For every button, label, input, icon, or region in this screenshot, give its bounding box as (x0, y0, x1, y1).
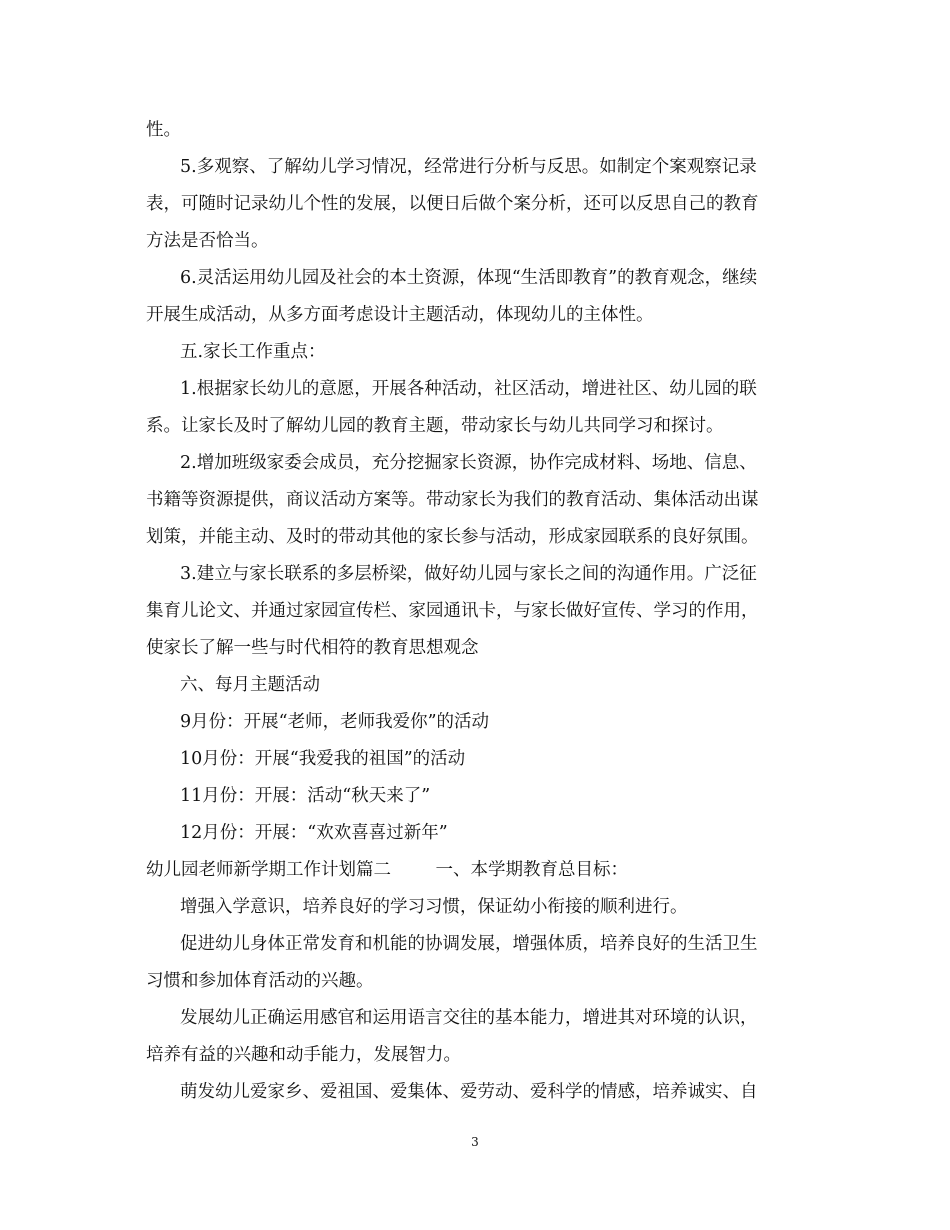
text-line: 性。 (146, 120, 181, 140)
text-line: 使家长了解一些与时代相符的教育思想观念 (146, 638, 479, 658)
text-line: 3.建立与家长联系的多层桥梁，做好幼儿园与家长之间的沟通作用。广泛征 (180, 564, 757, 584)
document-body (146, 112, 806, 1111)
text-line: 12月份：开展：“欢欢喜喜过新年” (180, 823, 448, 843)
text-line: 发展幼儿正确运用感官和运用语言交往的基本能力，增进其对环境的认识， (180, 1008, 758, 1028)
section-heading-line: 幼儿园老师新学期工作计划篇二 一、本学期教育总目标： (146, 860, 629, 880)
text-line: 2.增加班级家委会成员，充分挖掘家长资源，协作完成材料、场地、信息、 (180, 453, 757, 473)
text-line: 9月份：开展“老师，老师我爱你”的活动 (180, 712, 490, 732)
text-line: 开展生成活动，从多方面考虑设计主题活动，体现幼儿的主体性。 (146, 305, 654, 325)
text-line: 1.根据家长幼儿的意愿，开展各种活动，社区活动，增进社区、幼儿园的联 (180, 379, 757, 399)
page-number: 3 (471, 1135, 479, 1149)
text-line: 10月份：开展“我爱我的祖国”的活动 (180, 749, 466, 769)
text-line: 系。让家长及时了解幼儿园的教育主题，带动家长与幼儿共同学习和探讨。 (146, 416, 724, 436)
text-line: 5.多观察、了解幼儿学习情况，经常进行分析与反思。如制定个案观察记录 (180, 157, 757, 177)
text-line: 划策，并能主动、及时的带动其他的家长参与活动，形成家园联系的良好氛围。 (146, 527, 759, 547)
text-line: 习惯和参加体育活动的兴趣。 (146, 971, 374, 991)
text-line: 五.家长工作重点： (180, 342, 326, 362)
text-line: 11月份：开展：活动“秋天来了” (180, 786, 431, 806)
text-line: 增强入学意识，培养良好的学习习惯，保证幼小衔接的顺利进行。 (180, 897, 688, 917)
text-line: 六、每月主题活动 (180, 675, 320, 695)
text-line: 6.灵活运用幼儿园及社会的本土资源，体现“生活即教育”的教育观念，继续 (180, 268, 758, 288)
text-line: 书籍等资源提供，商议活动方案等。带动家长为我们的教育活动、集体活动出谋 (146, 490, 759, 510)
text-line: 表，可随时记录幼儿个性的发展，以便日后做个案分析，还可以反思自己的教育 (146, 194, 759, 214)
text-line: 培养有益的兴趣和动手能力，发展智力。 (146, 1045, 461, 1065)
text-line: 集育儿论文、并通过家园宣传栏、家园通讯卡，与家长做好宣传、学习的作用， (146, 601, 759, 621)
text-line: 促进幼儿身体正常发育和机能的协调发展，增强体质，培养良好的生活卫生 (180, 934, 758, 954)
text-line: 萌发幼儿爱家乡、爱祖国、爱集体、爱劳动、爱科学的情感，培养诚实、自 (180, 1082, 758, 1102)
text-line: 方法是否恰当。 (146, 231, 269, 251)
